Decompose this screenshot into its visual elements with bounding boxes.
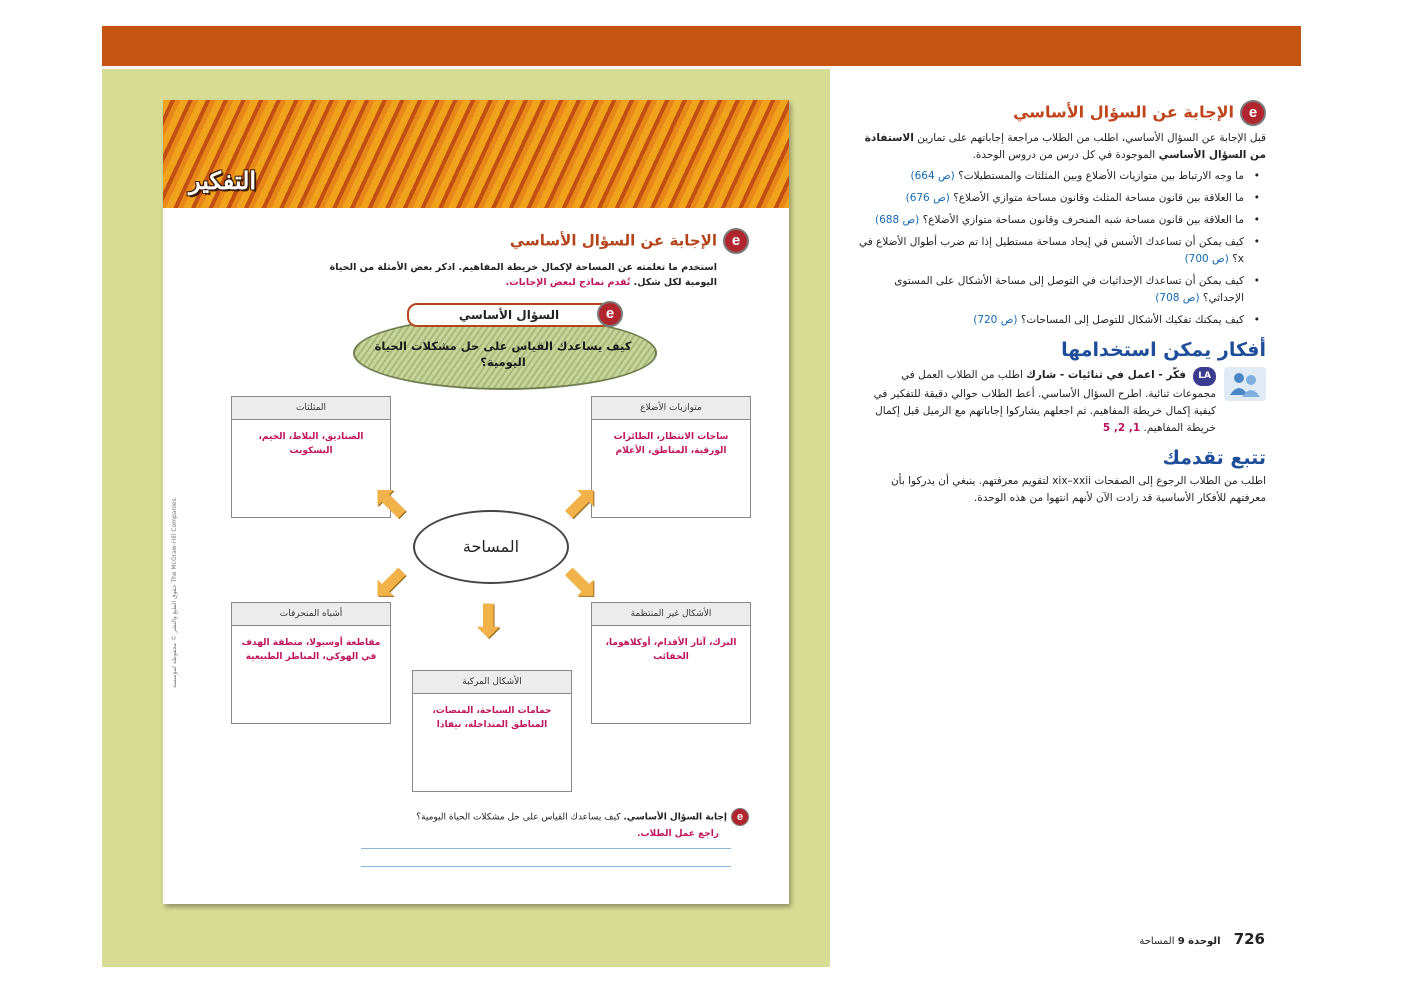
page-ref[interactable]: (ص 720) <box>973 314 1018 326</box>
unit-title: المساحة <box>1139 936 1175 947</box>
sheet-instructions <box>307 260 717 290</box>
box-title: الأشكال المركبة <box>413 671 571 694</box>
heading-ideas: أفكار يمكن استخدامها <box>1061 339 1266 361</box>
top-bar <box>102 26 1301 66</box>
heading-answer-eq <box>858 100 1266 126</box>
page-ref[interactable]: (ص 664) <box>910 170 955 182</box>
item-text: كيف يمكن أن تساعدك الأسس في إيجاد مساحة مستطيل إذا تم ضرب أطوال الأضلاع في x؟ <box>858 236 1244 265</box>
box-title: الأشكال غير المنتظمة <box>592 603 750 626</box>
student-page-thumbnail <box>163 100 789 904</box>
box-body: مقاطعة أوسيولا، منطقة الهدف في الهوكي، المناظر الطبيعية <box>241 638 381 662</box>
page-number: 726 <box>1233 930 1265 948</box>
instructions-note: تُقدم نماذج لبعض الإجابات. <box>505 277 631 288</box>
eq-icon: e <box>597 301 623 327</box>
heading-answer-eq-text: الإجابة عن السؤال الأساسي <box>1013 102 1234 122</box>
think-text-block <box>858 367 1216 437</box>
essential-question-icon: e <box>1240 100 1266 126</box>
eq-label: السؤال الأساسي <box>458 308 560 322</box>
intro-a: قبل الإجابة عن السؤال الأساسي، اطلب من الطلاب مراجعة إجاباتهم على تمارين <box>917 132 1266 144</box>
page-ref[interactable]: (ص 688) <box>874 214 920 226</box>
box-body: حمامات السباحة، المنصات، المناطق المتداخلة، نيفادا <box>432 706 552 730</box>
box-title: أشباه المنحرفات <box>232 603 390 626</box>
eq-label-tab <box>407 303 615 327</box>
concept-box-trapezoids <box>231 602 391 724</box>
sheet-heading <box>510 228 749 254</box>
banner <box>163 100 789 208</box>
think-text: اطلب من الطلاب العمل في مجموعات ثنائية. اطرح السؤال الأساسي. أعط الطلاب حوالي دقيقة للتفكير في كيفية إكمال خريطة المفاهيم. ثم اجعلهم يشاركوا إجاباتهم مع الزميل قبل إكمال خريطة المفاهيم. <box>873 369 1216 434</box>
list-item <box>858 212 1244 229</box>
list-item <box>858 234 1244 268</box>
banner-title: التفكير <box>189 166 257 195</box>
sheet-answer <box>329 808 749 842</box>
answer-line <box>361 866 731 867</box>
heading-track-progress: تتبع تقدمك <box>1162 447 1266 469</box>
item-text: كيف يمكنك تفكيك الأشكال للتوصل إلى المساحات؟ <box>1020 314 1244 326</box>
box-body: البرك، آثار الأقدام، أوكلاهوما، الحقائب <box>605 638 737 662</box>
people-icon <box>1224 367 1266 401</box>
list-item <box>858 190 1244 207</box>
item-text: كيف يمكن أن تساعدك الإحداثيات في التوصل إلى مساحة الأشكال على المستوى الإحداثي؟ <box>894 275 1244 304</box>
list-item <box>858 273 1244 307</box>
box-body: الصناديق، البلاط، الخيم، البسكويت <box>258 432 364 456</box>
center-concept-oval: المساحة <box>413 510 569 584</box>
track-text: اطلب من الطلاب الرجوع إلى الصفحات xix–xxii لتقويم معرفتهم. ينبغي أن يدركوا بأن معرفتهم للأفكار الأساسية قد زادت الآن لأنهم انتهوا من هذه الوحدة. <box>890 475 1266 504</box>
answer-response: راجع عمل الطلاب. <box>637 829 719 839</box>
arrow-down-right-icon: ⬊ <box>561 554 600 608</box>
instructions-text: استخدم ما تعلمته عن المساحة لإكمال خريطة المفاهيم. اذكر بعض الأمثلة من الحياة اليومية لكل شكل. <box>329 262 717 288</box>
arrow-down-left-icon: ⬋ <box>371 554 410 608</box>
box-title: المثلثات <box>232 397 390 420</box>
item-text: ما العلاقة بين قانون مساحة شبه المنحرف وقانون مساحة متوازي الأضلاع؟ <box>922 214 1244 226</box>
page-ref[interactable]: (ص 676) <box>905 192 950 204</box>
question-list <box>858 168 1266 329</box>
copyright: حقوق الطبع والنشر © محفوظة لمؤسسة The McGraw-Hill Companies <box>171 498 178 688</box>
unit-label: الوحدة 9 <box>1177 936 1221 947</box>
think-pair-share-block <box>858 367 1266 437</box>
box-body: ساحات الانتظار، الطائرات الورقية، المناطق، الأعلام <box>613 432 729 456</box>
think-title: فكّر - اعمل في ثنائيات - شارك <box>1026 369 1186 381</box>
item-text: ما العلاقة بين قانون مساحة المثلث وقانون مساحة متوازي الأضلاع؟ <box>953 192 1244 204</box>
concept-box-triangles <box>231 396 391 518</box>
eq-answer-icon: e <box>731 808 749 826</box>
concept-box-composite <box>412 670 572 792</box>
list-item <box>858 312 1244 329</box>
essential-question-icon: e <box>723 228 749 254</box>
intro-b: الموجودة في كل درس من دروس الوحدة. <box>972 149 1156 161</box>
answer-label: إجابة السؤال الأساسي. <box>623 812 727 823</box>
arrow-down-icon: ⬇ <box>469 594 508 648</box>
teacher-notes-column <box>858 100 1266 507</box>
intro-paragraph <box>858 130 1266 164</box>
page-ref[interactable]: (ص 700) <box>1184 253 1229 265</box>
page-footer <box>1139 930 1265 948</box>
arrow-up-left-icon: ⬉ <box>371 474 410 528</box>
eq-question: كيف يساعدك القياس على حل مشكلات الحياة اليومية؟ <box>374 339 632 369</box>
think-refs: 1, 2, 5 <box>1102 422 1141 434</box>
intro-bold: الاستفادة من السؤال الأساسي <box>864 132 1266 161</box>
box-title: متوازيات الأضلاع <box>592 397 750 420</box>
item-text: ما وجه الارتباط بين متوازيات الأضلاع وبين المثلثات والمستطيلات؟ <box>958 170 1244 182</box>
page-ref[interactable]: (ص 708) <box>1155 292 1200 304</box>
sheet-heading-text: الإجابة عن السؤال الأساسي <box>509 231 717 250</box>
arrow-up-right-icon: ⬈ <box>561 474 600 528</box>
concept-box-irregular <box>591 602 751 724</box>
list-item <box>858 168 1244 185</box>
answer-question: كيف يساعدك القياس على حل مشكلات الحياة اليومية؟ <box>416 812 621 823</box>
concept-box-parallelograms <box>591 396 751 518</box>
la-badge: LA <box>1193 367 1216 386</box>
answer-line <box>361 848 731 849</box>
